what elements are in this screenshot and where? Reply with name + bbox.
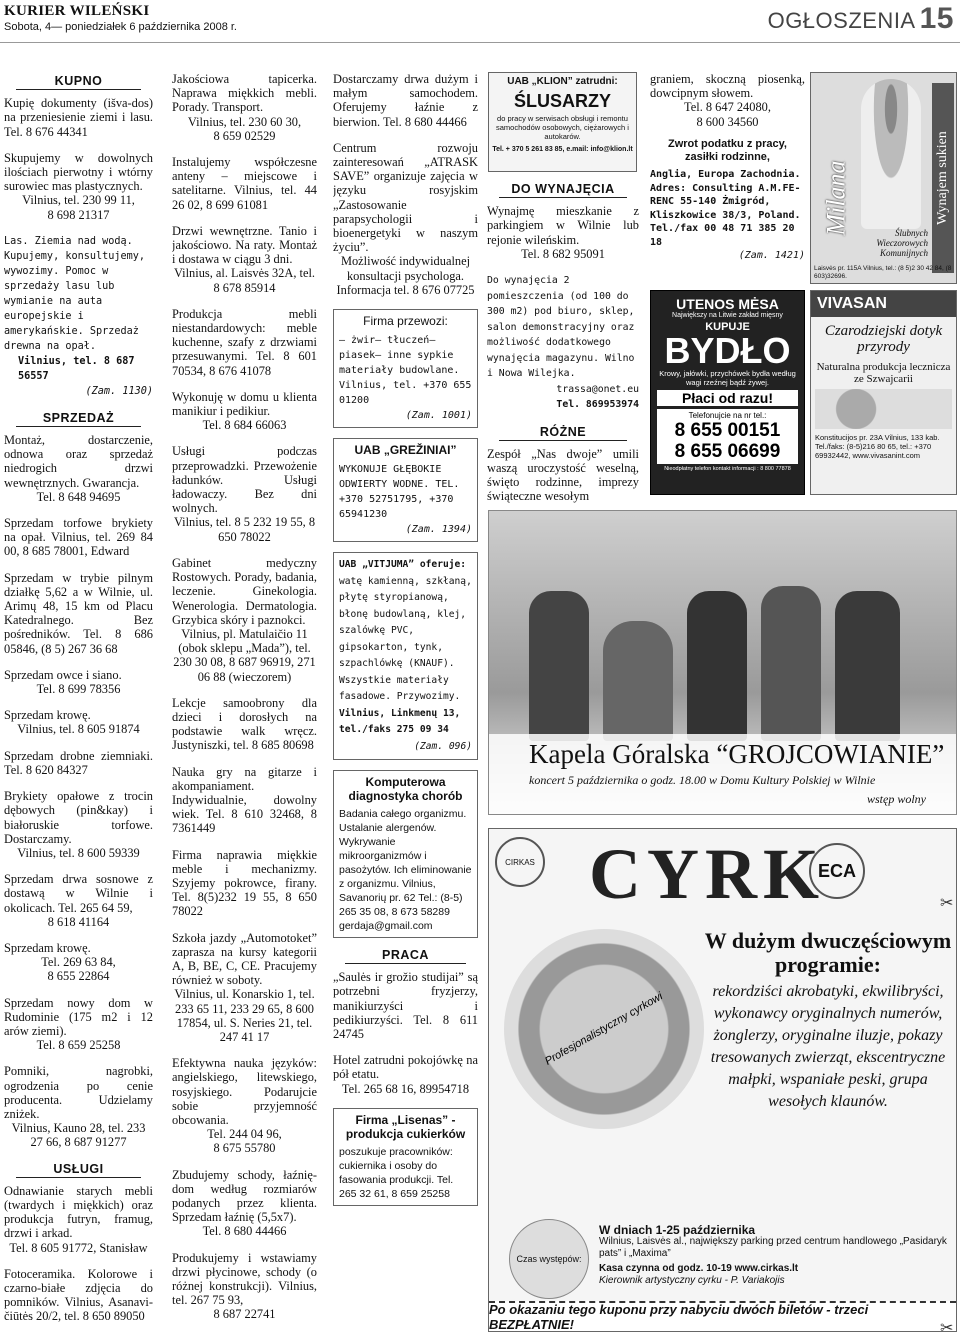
utenos-mesa-ad: UTENOS MĖSA Największy na Litwie zakład mięsny KUPUJE BYDŁO Krowy, jałówki, przychówek bydła według wagi rzeźnej bądź żywej. Płaci od razu! Telefonujcie na nr tel.: 8 655 00151 8 655 06699 Nieodpłatny telefon kontakt informacji : 8 800 77878: [650, 290, 805, 495]
section-sprzedaz: SPRZEDAŻ: [16, 411, 141, 427]
classified-ad: Sprzedam owce i siano. Tel. 8 699 78356: [4, 667, 122, 697]
kupno-list: [4, 96, 153, 222]
classified-ad: „Saulės ir grožio studijai” są potrzebni fryzjerzy, manikiurzyści i pedikiurzyści. Tel. 8 611 24745: [333, 970, 478, 1042]
section-kupno: KUPNO: [16, 74, 141, 90]
paper-name: KURIER WILEŃSKI: [4, 3, 150, 19]
column-3: [333, 72, 478, 1334]
classified-ad: Sprzedam nowy dom w Rudominie (175 m2 i 12 arów ziemi). Tel. 8 659 25258: [4, 995, 153, 1053]
classified-ad: Brykiety opałowe z trocin dębowych (pin&kay) i białoruskie torfowe. Dostarczamy. Vilnius, tel. 8 600 59339: [4, 789, 153, 860]
ad-las: Las. Ziemia nad wodą. Kupujemy, konsultujemy, wywozimy. Pomoc w sprzedaży lasu lub wymianie na auta europejskie i amerykańskie. Sprzedaż drewna na opał. Vilnius, tel. 8 687 56557 (Zam. 1130): [4, 235, 153, 397]
classified-ad: Jakościowa tapicerka. Naprawa miękkich mebli. Porady. Transport. Vilnius, tel. 230 60 30, 8 659 02529: [172, 72, 317, 143]
ad-vitjuma: UAB „VITJUMA” oferuje: watę kamienną, szkłaną, płytę styropianową, błonę budowlaną, klej, szalówkę PVC, gipsokarton, tynk, szpachlówkę (KNAUF). Wszystkie materiały fasadowe. Przywozimy. Vilnius, Linkmenų 13, tel./faks 275 09 34 (Zam. 096): [333, 552, 478, 760]
classified-ad: Efektywna nauka języków: angielskiego, litewskiego, rosyjskiego. Podarujcie sobie przyjemność obcowania. Tel. 244 04 96, 8 675 55780: [172, 1056, 317, 1156]
classified-ad: Zbudujemy schody, łaźnię-dom według rozmiarów podanych przez klienta. Sprzedam łaźnię (5,5x7). Tel. 8 680 44466: [172, 1167, 317, 1239]
classified-ad: Pomniki, nagrobki, ogrodzenia po cenie producenta. Udzielamy zniżek. Vilnius, Kauno 28, tel. 233 27 66, 8 687 91277: [4, 1064, 153, 1150]
classified-ad: Sprzedam w trybie pilnym działkę 5,62 a w Wilnie, ul. Arimų 48, 15 km od Placu Katedralnego. Bez pośredników. Tel. 8 686 05846, (8 5) 267 36 68: [4, 570, 153, 656]
classified-ad: Produkcja mebli niestandardowych: meble kuchenne, szafy z drzwiami przesuwanymi. Tel. 8 601 70534, 8 676 41078: [172, 306, 317, 378]
milana-ad: Milana Wynajem sukien Ślubnych Wieczorowych Komunijnych Laisvės pr. 115A Vilnius, tel.: (8 5)2 30 42 84, (8 603)32696.: [810, 72, 957, 284]
klion-ad: UAB „KLION” zatrudni: ŚLUSARZY do pracy w serwisach obsługi i remontu samochodów osobowych, ciężarowych i autokarów. Tel. + 370 5 261 83 85, e.mail: info@klion.lt: [488, 72, 637, 172]
classified-ad: Instalujemy współczesne anteny – miejscowe i satelitarne. Vilnius, tel. 44 26 02, 8 699 61081: [172, 155, 317, 212]
vivasan-ad: VIVASAN Czarodziejski dotyk przyrody Naturalna produkcja lecznicza ze Szwajcarii Konstitucijos pr. 23A Vilnius, 133 kab. Tel./faks: (8-5)216 80 65, tel.: +370 69932442, www.vivasanint.com: [810, 290, 957, 495]
milana-logo: Milana: [822, 160, 852, 236]
ad-przewozi: Firma przewozi: — żwir— tłuczeń— piasek— inne sypkie materiały budowlane. Vilnius, tel. +370 655 01200 (Zam. 1001): [333, 309, 478, 428]
bottle-photo: [815, 389, 952, 429]
classified-ad: Centrum rozwoju zainteresowań „ATRASK SAVE” organizuje zajęcia w języku rosyjskim „Zastosowanie parapsychologii i bioenergetyki w naszym życiu”. Możliwość indywidualnej konsultacji psychologa. Informacja tel. 8 676 07725: [333, 140, 478, 297]
page-number: 15: [919, 2, 954, 35]
ad-nas-dwoje: Zespół „Nas dwoje” umili waszą uroczystość weselną, święto rodzinne, imprezy świąteczne wesołym: [487, 446, 639, 504]
header-rule: [0, 42, 960, 43]
nas-dwoje-continuation: graniem, skoczną piosenką, dowcipnym słowem. Tel. 8 647 24080, 8 600 34560: [650, 72, 805, 129]
issue-date: Sobota, 4— poniedziałek 6 października 2008 r.: [4, 21, 237, 33]
classified-ad: Usługi podczas przeprowadzki. Przewożenie ładunków. Usługi ładowaczy. Bez dni wolnych. Vilnius, tel. 8 5 232 19 55, 8 650 78022: [172, 444, 317, 544]
discount-coupon[interactable]: Po okazaniu tego kuponu przy nabyciu dwóch biletów - trzeci BEZPŁATNIE!: [489, 1301, 956, 1331]
praca-list: [333, 970, 478, 1096]
classified-ad: Gabinet medyczny Rostowych. Porady, badania, leczenie. Ginekologia. Wenerologia. Dermatologia. Grzybica skóry i paznokci. Vilnius, pl. Matulaičio 11 (obok sklepu „Mada”), tel. 230 30 08, 8 687 96919, 271 06 88 (wieczorem): [172, 555, 317, 684]
masthead: [4, 3, 334, 33]
sprzedaz-list: [4, 433, 153, 1150]
ad-lisenas: Firma „Lisenas” - produkcja cukierków poszukuje pracowników: cukiernika i osoby do fasowania produkcji. Tel. 265 32 61, 8 659 25258: [333, 1108, 478, 1206]
cyrk-title: CYRK: [589, 834, 825, 914]
grojcowianie-concert-ad: Kapela Góralska “GROJCOWIANIE” koncert 5 października o godz. 18.00 w Domu Kultury Polskiej w Wilnie wstęp wolny: [488, 510, 957, 815]
cirkas-logo: CIRKAS: [495, 837, 545, 887]
przewozi-item: — inne sypkie materiały budowlane.: [339, 350, 460, 377]
classified-ad: Fotoceramika. Kolorowe i czarno-białe zdjęcia do pomników. Vilnius, Asanavičiūtės 20/2, tel. 8 650 89050: [4, 1266, 153, 1324]
scissors-icon: ✂: [940, 895, 954, 912]
classified-ad: Szkoła jazdy „Automotoket” zaprasza na kursy kategorii A, B, BE, C, CE. Pracujemy również w soboty. Vilnius, ul. Konarskio 1, tel. 233 65 11, 233 29 65, 8 600 17854, ul. S. Neries 21, tel. 247 41 17: [172, 930, 317, 1044]
ad-pomieszczenia: Do wynajęcia 2 pomieszczenia (od 100 do 300 m2) pod biuro, sklep, salon demonstracyjny oraz możliwość dodatkowego wynajęcia magazynu. Wilno i Nowa Wilejka. trassa@onet.eu Tel. 869953974: [487, 275, 639, 411]
band-photo: [529, 581, 909, 741]
column-1: [4, 72, 153, 1334]
ad-wynajme: Wynajmę mieszkanie z parkingiem w Wilnie lub rejonie wileńskim. Tel. 8 682 95091: [487, 204, 639, 261]
circus-wheel-photo: Profesjonalistyczny cyrkowi: [504, 929, 704, 1129]
section-wynajecia: DO WYNAJĘCIA: [499, 182, 627, 198]
classified-ad: Kupię dokumenty (išva-dos) na przeniesienie ziemi i lasu. Tel. 8 676 44341: [4, 96, 153, 139]
classified-ad: Nauka gry na gitarze i akompaniament. Indywidualnie, dowolny wiek. Tel. 8 610 32468, 8 7361449: [172, 764, 317, 836]
przewozi-item: — piasek: [339, 335, 436, 362]
ad-zwrot-podatku: Zwrot podatku z pracy, zasiłki rodzinne, Anglia, Europa Zachodnia. Adres: Consulting A.M.FE-RENC 55-140 Żmigród, Kliszkowice 38/3, Poland. Tel./fax 00 48 71 385 20 18 (Zam. 1421): [650, 138, 805, 261]
section-header: [768, 2, 954, 36]
classified-ad: Sprzedam drwa sosnowe z dostawą w Wilnie i okolicach. Tel. 265 64 59, 8 618 41164: [4, 872, 153, 929]
column-2: [172, 72, 317, 1334]
classified-ad: Skupujemy w dowolnych ilościach pierwotny i wtórny surowiec mas plastycznych. Vilnius, tel. 230 99 11, 8 698 21317: [4, 150, 153, 222]
classified-ad: Hotel zatrudni pokojówkę na pół etatu. Tel. 265 68 16, 89954718: [333, 1053, 478, 1096]
classified-ad: Firma naprawia miękkie meble i mechanizmy. Szyjemy pokrowce, firany. Tel. 8(5)232 19 55, 8 650 78022: [172, 847, 317, 919]
classified-ad: Sprzedam krowę. Tel. 269 63 84, 8 655 22864: [4, 940, 116, 984]
classified-ad: Wykonuję w domu u klienta manikiur i pedikiur. Tel. 8 684 66063: [172, 389, 317, 433]
scissors-icon-bottom: ✂: [940, 1320, 954, 1337]
ad-komputerowa: Komputerowa diagnostyka chorób Badania całego organizmu. Ustalanie alergenów. Wykrywanie mikroorganizmów i pasożytów. Ich eliminowanie z organizmu. Vilnius, Savanorių pr. 62 Tel.: (8-5) 265 35 08, 8 673 58289 gerdaja@gmail.com: [333, 770, 478, 938]
col2-ads: [172, 72, 317, 1322]
classified-ad: Montaż, dostarczenie, odnowa oraz sprzedaż niedrogich drzwi wewnętrznych. Gwarancja. Tel. 8 648 94695: [4, 433, 153, 504]
classified-ad: Sprzedam torfowe brykiety na opał. Vilnius, tel. 269 84 00, 8 685 78001, Edward: [4, 516, 153, 559]
classified-ad: Produkujemy i wstawiamy drzwi płycinowe, schody (o różnej konstrukcji). Vilnius, tel. 267 75 93, 8 687 22741: [172, 1250, 317, 1322]
model-photo: [861, 79, 921, 229]
col3-ads: [333, 72, 478, 297]
section-title: OGŁOSZENIA: [767, 8, 916, 33]
classified-ad: Lekcje samoobrony dla dzieci i dorosłych na podstawie walk wręcz. Justyniszki, tel. 8 685 80698: [172, 695, 317, 753]
classified-ad: Sprzedam krowę. Vilnius, tel. 8 605 91874: [4, 708, 140, 737]
classified-ad: Sprzedam drobne ziemniaki. Tel. 8 620 84327: [4, 748, 153, 777]
classified-ad: Drzwi wewnętrzne. Tanio i jakościowo. Na raty. Montaż i dostawa w ciągu 3 dni. Vilnius, al. Laisvės 32A, tel. 8 678 85914: [172, 223, 317, 295]
eca-logo: ECA: [809, 843, 865, 899]
section-rozne: RÓŻNE: [499, 425, 627, 441]
classified-ad: Odnawianie starych mebli (twardych i miękkich) oraz produkcja futryn, framug, drzwi i arkad. Tel. 8 605 91772, Stanisław: [4, 1183, 153, 1255]
cyrk-ad: CIRKAS CYRK ECA Profesjonalistyczny cyrkowi W dużym dwuczęściowym programie: rekordziści akrobatyki, ekwilibryści, wykonawcy oryginalnych numerów, żonglerzy, oryginalne iluzje, pokazy tresowanych zwierząt, ekscentryczne małpki, wspaniałe peski, grupa wesołych klaunów. Czas występów: W dniach 1-25 października Wilnius, Laisvės al., największy parking przed centrum handlowego „Pasidaryk pats” i „Maxima” Kasa czynna od godz. 10-19 www.cirkas.lt Kierownik artystyczny cyrku - P. Variakojis Po okazaniu tego kuponu przy nabyciu dwóch biletów - trzeci BEZPŁATNIE!: [488, 828, 957, 1332]
przewozi-item: — żwir: [339, 335, 376, 347]
section-uslugi: USŁUGI: [16, 1162, 141, 1178]
przewozi-item: — tłuczeń: [375, 335, 430, 347]
ad-greziniai: UAB „GREŽINIAI” WYKONUJE GŁĘBOKIE ODWIERTY WODNE. TEL. +370 52751795, +370 65941230 (Zam. 1394): [333, 438, 478, 542]
classified-ad: Dostarczamy drwa dużym i małym samochodem. Oferujemy łaźnie z bierwion. Tel. 8 680 44466: [333, 72, 478, 129]
section-praca: PRACA: [345, 948, 466, 964]
uslugi-list: [4, 1184, 153, 1324]
